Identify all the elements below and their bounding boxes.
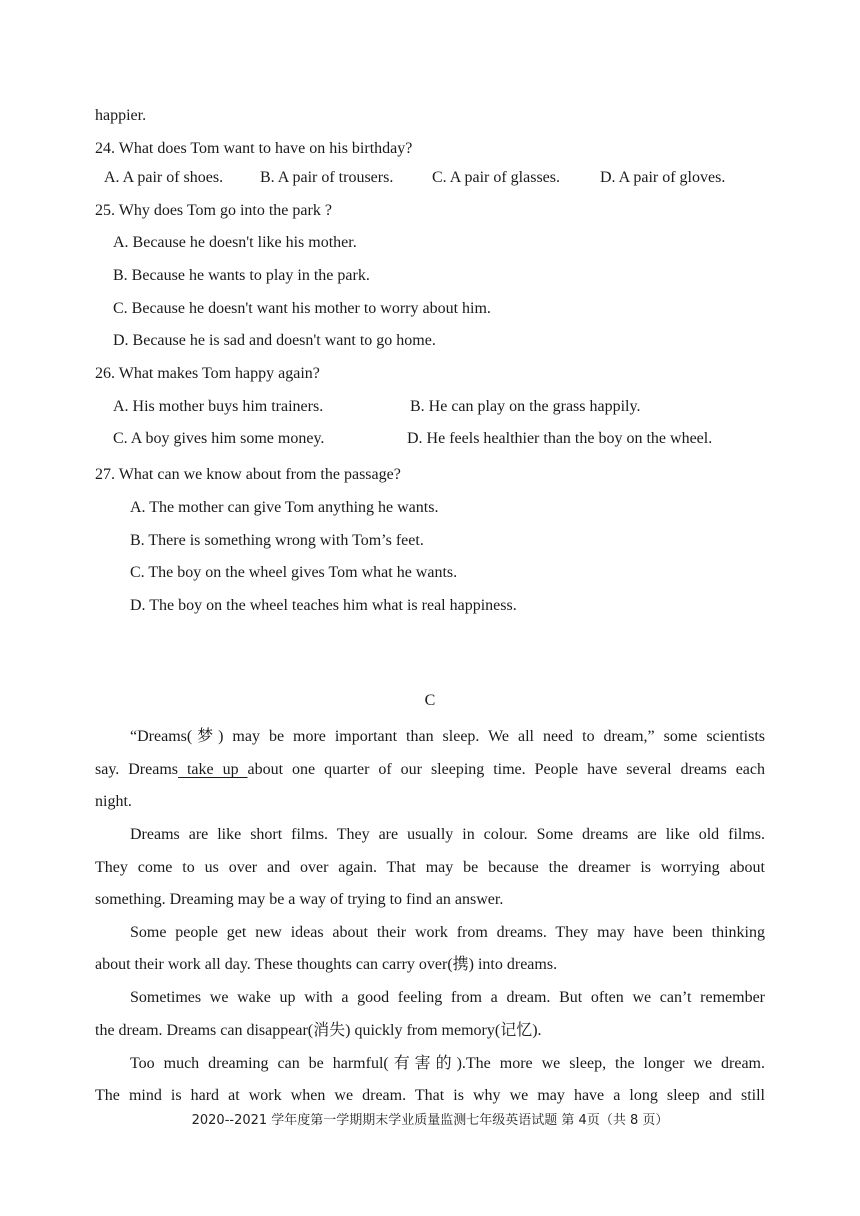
- p2-line2: They come to us over and over again. That may be because the dreamer is worrying about: [95, 859, 765, 876]
- q25-option-a: A. Because he doesn't like his mother.: [113, 234, 357, 251]
- p5-line2: The mind is hard at work when we dream. That is why we may have a long sleep and still: [95, 1087, 765, 1104]
- q25-option-b: B. Because he wants to play in the park.: [113, 267, 370, 284]
- q26-option-d: D. He feels healthier than the boy on the wheel.: [407, 430, 713, 447]
- q27-option-b: B. There is something wrong with Tom’s feet.: [130, 532, 424, 549]
- p4-line2: the dream. Dreams can disappear(消失) quickly from memory(记忆).: [95, 1022, 542, 1039]
- q24-option-d: D. A pair of gloves.: [600, 169, 726, 186]
- p1-line1: “Dreams(梦) may be more important than sleep. We all need to dream,” some scientists: [130, 728, 765, 745]
- q24-option-b: B. A pair of trousers.: [260, 169, 394, 186]
- p1-line3: night.: [95, 793, 132, 810]
- section-heading: C: [424, 692, 436, 709]
- p2-line1: Dreams are like short films. They are usually in colour. Some dreams are like old films.: [130, 826, 765, 843]
- underlined-phrase: take up: [178, 761, 248, 778]
- p4-line1: Sometimes we wake up with a good feeling from a dream. But often we can’t remember: [130, 989, 765, 1006]
- q25-option-d: D. Because he is sad and doesn't want to go home.: [113, 332, 436, 349]
- q26-option-a: A. His mother buys him trainers.: [113, 398, 324, 415]
- p3-line2: about their work all day. These thoughts can carry over(携) into dreams.: [95, 956, 558, 973]
- page-footer: 2020--2021 学年度第一学期期末学业质量监测七年级英语试题 第 4页（共 8 页）: [191, 1113, 669, 1128]
- p1-line2-post: about one quarter of our sleeping time. People have several dreams each: [247, 761, 766, 778]
- p1-line2-pre: say. Dreams: [95, 761, 179, 778]
- q26-option-c: C. A boy gives him some money.: [113, 430, 325, 447]
- p5-line1: Too much dreaming can be harmful(有害的).The more we sleep, the longer we dream.: [130, 1055, 765, 1072]
- p1-line2: [95, 760, 765, 780]
- q24-option-c: C. A pair of glasses.: [432, 169, 560, 186]
- q26-question: 26. What makes Tom happy again?: [95, 365, 320, 382]
- q27-option-c: C. The boy on the wheel gives Tom what he wants.: [130, 564, 458, 581]
- q23-tail: happier.: [95, 107, 147, 124]
- q25-question: 25. Why does Tom go into the park ?: [95, 202, 332, 219]
- q24-option-a: A. A pair of shoes.: [104, 169, 224, 186]
- p3-line1: Some people get new ideas about their work from dreams. They may have been thinking: [130, 924, 765, 941]
- p2-line3: something. Dreaming may be a way of trying to find an answer.: [95, 891, 504, 908]
- q26-option-b: B. He can play on the grass happily.: [410, 398, 641, 415]
- q27-option-a: A. The mother can give Tom anything he wants.: [130, 499, 439, 516]
- q25-option-c: C. Because he doesn't want his mother to worry about him.: [113, 300, 491, 317]
- q27-option-d: D. The boy on the wheel teaches him what is real happiness.: [130, 597, 517, 614]
- q27-question: 27. What can we know about from the passage?: [95, 466, 401, 483]
- q24-question: 24. What does Tom want to have on his birthday?: [95, 140, 413, 157]
